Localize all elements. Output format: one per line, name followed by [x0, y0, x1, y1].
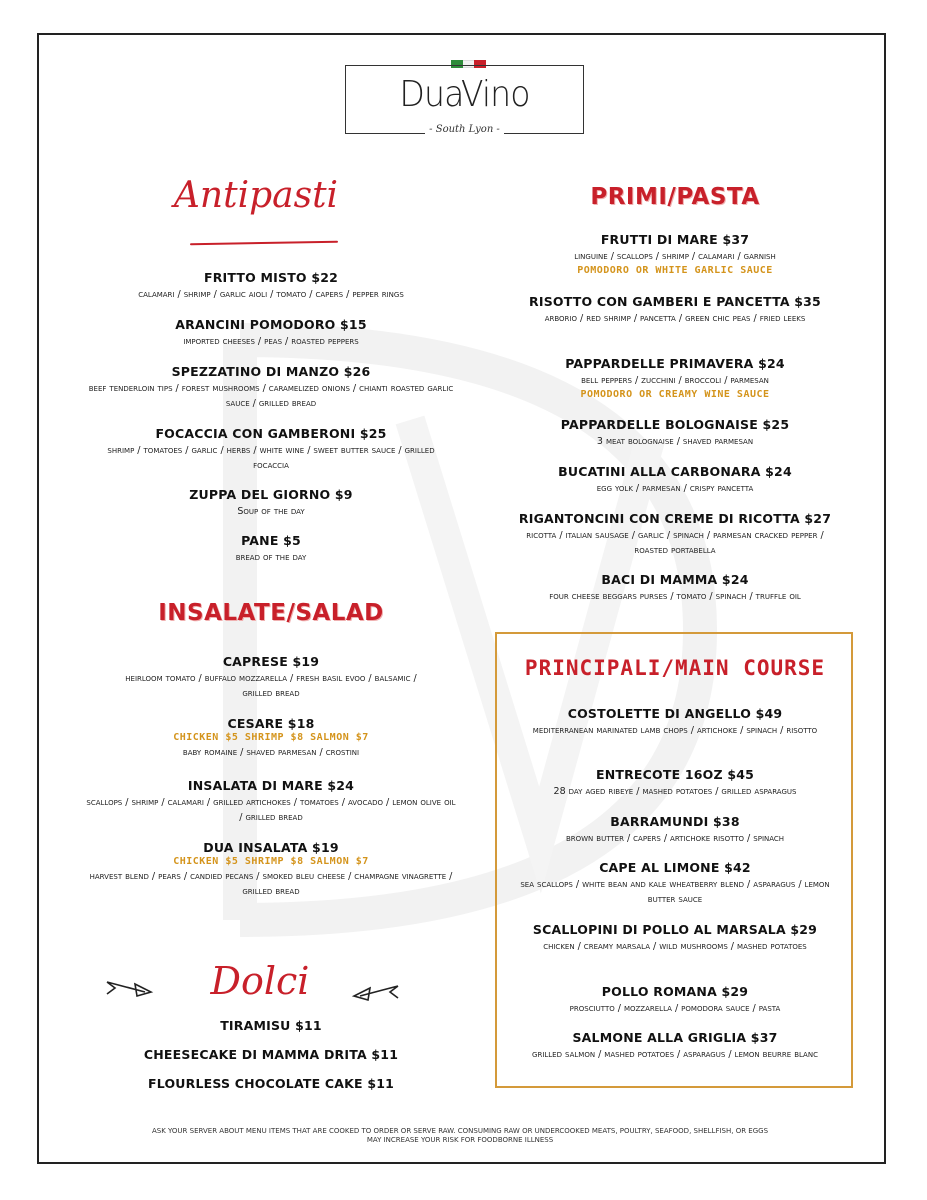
- item-description: 3 meat bolognaise / shaved parmesan: [596, 436, 754, 447]
- item-name: CHEESECAKE DI MAMMA DRITA $11: [143, 1047, 399, 1062]
- restaurant-name: DuaVino: [399, 74, 530, 115]
- item-name: ARANCINI POMODORO $15: [175, 317, 367, 332]
- insalate-list: [85, 654, 457, 904]
- menu-item: [508, 814, 842, 846]
- restaurant-location: - South Lyon -: [425, 124, 504, 135]
- item-description: egg yolk / parmesan / crispy pancetta: [596, 483, 754, 494]
- item-name: DUA INSALATA $19: [203, 840, 339, 855]
- menu-item: [508, 706, 842, 738]
- item-name: PANE $5: [241, 533, 301, 548]
- menu-item: [510, 294, 840, 326]
- menu-item: [510, 572, 840, 604]
- item-name: SALMONE ALLA GRIGLIA $37: [572, 1030, 778, 1045]
- item-name: BACI DI MAMMA $24: [601, 572, 749, 587]
- item-name: FOCACCIA CON GAMBERONI $25: [155, 426, 387, 441]
- item-sauce-note: POMODORO OR CREAMY WINE SAUCE: [580, 389, 770, 400]
- item-description: chicken / creamy marsala / wild mushrooms / mashed potatoes: [543, 941, 807, 952]
- item-name: ZUPPA DEL GIORNO $9: [189, 487, 353, 502]
- item-name: INSALATA DI MARE $24: [187, 778, 355, 793]
- antipasti-heading: Antipasti: [173, 175, 339, 216]
- menu-item: [510, 417, 840, 449]
- item-description: brown butter / capers / artichoke risotto / spinach: [565, 833, 785, 844]
- item-description: calamari / shrimp / garlic aioli / tomato / capers / pepper rings: [138, 289, 404, 300]
- menu-item: [508, 767, 842, 799]
- menu-item: [508, 922, 842, 954]
- primi-section: [510, 184, 840, 210]
- item-description: arborio / red shrimp / pancetta / green chic peas / fried leeks: [544, 313, 806, 324]
- item-description: bell peppers / zucchini / broccoli / parmesan: [581, 375, 769, 386]
- menu-item: [85, 364, 457, 411]
- item-name: ENTRECOTE 16OZ $45: [595, 767, 755, 782]
- item-name: SCALLOPINI DI POLLO AL MARSALA $29: [532, 922, 818, 937]
- item-description: harvest blend / pears / candied pecans / smoked bleu cheese / champagne vinagrette / grilled bread: [89, 871, 453, 897]
- item-name: COSTOLETTE DI ANGELLO $49: [567, 706, 783, 721]
- item-description: grilled salmon / mashed potatoes / asparagus / lemon beurre blanc: [532, 1049, 818, 1060]
- item-description: beef tenderloin tips / forest mushrooms / caramelized onions / chianti roasted garlic sauce / grilled bread: [88, 383, 454, 409]
- menu-item: [85, 840, 457, 899]
- principali-list: [508, 706, 842, 1086]
- item-description: imported cheeses / peas / roasted peppers: [183, 336, 359, 347]
- item-name: PAPPARDELLE BOLOGNAISE $25: [560, 417, 790, 432]
- item-name: FRITTO MISTO $22: [203, 270, 339, 285]
- menu-item: [85, 317, 457, 349]
- item-description: Soup of the day: [237, 506, 305, 517]
- item-name: CESARE $18: [227, 716, 315, 731]
- item-description: 28 day aged ribeye / mashed potatoes / grilled asparagus: [553, 786, 797, 797]
- insalate-heading: INSALATE/SALAD: [158, 600, 384, 626]
- item-description: prosciutto / mozzarella / pomodora sauce / pasta: [569, 1003, 781, 1014]
- item-description: scallops / shrimp / calamari / grilled artichokes / tomatoes / avocado / lemon olive oil / grilled bread: [86, 797, 456, 823]
- primi-heading: PRIMI/PASTA: [590, 184, 760, 210]
- item-name: POLLO ROMANA $29: [601, 984, 749, 999]
- item-description: baby romaine / shaved parmesan / crostini: [182, 747, 360, 758]
- dolci-heading: Dolci: [210, 959, 310, 1003]
- insalate-section: [85, 600, 457, 626]
- menu-item: [508, 1030, 842, 1062]
- arrow-left-icon: [350, 982, 400, 1002]
- menu-item: [510, 232, 840, 276]
- antipasti-list: [85, 270, 457, 570]
- item-addon-note: CHICKEN $5 SHRIMP $8 SALMON $7: [173, 856, 369, 867]
- menu-item: [85, 654, 457, 701]
- menu-item: [85, 778, 457, 825]
- item-name: RISOTTO CON GAMBERI E PANCETTA $35: [529, 294, 821, 309]
- item-name: FRUTTI DI MARE $37: [600, 232, 750, 247]
- principali-heading: PRINCIPALI/MAIN COURSE: [524, 656, 826, 680]
- item-description: shrimp / tomatoes / garlic / herbs / white wine / sweet butter sauce / grilled focaccia: [107, 445, 435, 471]
- menu-item: [85, 533, 457, 565]
- dolci-list: [85, 1018, 457, 1108]
- dolci-section: [200, 959, 320, 1003]
- item-name: CAPE AL LIMONE $42: [599, 860, 751, 875]
- item-description: four cheese beggars purses / tomato / spinach / truffle oil: [549, 591, 801, 602]
- menu-item: [85, 426, 457, 473]
- item-name: CAPRESE $19: [222, 654, 320, 669]
- food-safety-disclaimer: ASK YOUR SERVER ABOUT MENU ITEMS THAT ARE COOKED TO ORDER OR SERVE RAW. CONSUMING RAW OR UNDERCOOKED MEATS, POULTRY, SEAFOOD, SHELLFISH, OR EGGS MAY INCREASE YOUR RISK FOR FOODBORNE ILLNESS: [151, 1127, 769, 1144]
- item-addon-note: CHICKEN $5 SHRIMP $8 SALMON $7: [173, 732, 369, 743]
- item-description: heirloom tomato / buffalo mozzarella / fresh basil evoo / balsamic / grilled bread: [125, 673, 417, 699]
- item-sauce-note: POMODORO OR WHITE GARLIC SAUCE: [577, 265, 773, 276]
- item-description: mediterranean marinated lamb chops / artichoke / spinach / risotto: [532, 725, 818, 736]
- menu-item: [85, 487, 457, 519]
- item-name: FLOURLESS CHOCOLATE CAKE $11: [147, 1076, 395, 1091]
- menu-item: [508, 984, 842, 1016]
- menu-item: [508, 860, 842, 907]
- principali-section: [505, 656, 845, 680]
- item-description: bread of the day: [235, 552, 307, 563]
- item-description: sea scallops / white bean and kale wheatberry blend / asparagus / lemon butter sauce: [520, 879, 830, 905]
- item-name: SPEZZATINO DI MANZO $26: [171, 364, 371, 379]
- item-description: linguine / scallops / shrimp / calamari / garnish: [574, 251, 776, 262]
- menu-item: [85, 270, 457, 302]
- menu-item: [85, 716, 457, 760]
- primi-list: [510, 232, 840, 632]
- menu-item: [510, 464, 840, 496]
- item-name: PAPPARDELLE PRIMAVERA $24: [565, 356, 785, 371]
- arrow-right-icon: [105, 978, 155, 998]
- restaurant-logo: [345, 65, 584, 134]
- item-name: BUCATINI ALLA CARBONARA $24: [558, 464, 792, 479]
- menu-item: [510, 511, 840, 558]
- item-description: ricotta / italian sausage / garlic / spinach / parmesan cracked pepper / roasted portabella: [526, 530, 824, 556]
- antipasti-section: [85, 175, 457, 216]
- menu-item: [510, 356, 840, 400]
- item-name: BARRAMUNDI $38: [610, 814, 740, 829]
- item-name: RIGANTONCINI CON CREME DI RICOTTA $27: [518, 511, 832, 526]
- item-name: TIRAMISU $11: [220, 1018, 322, 1033]
